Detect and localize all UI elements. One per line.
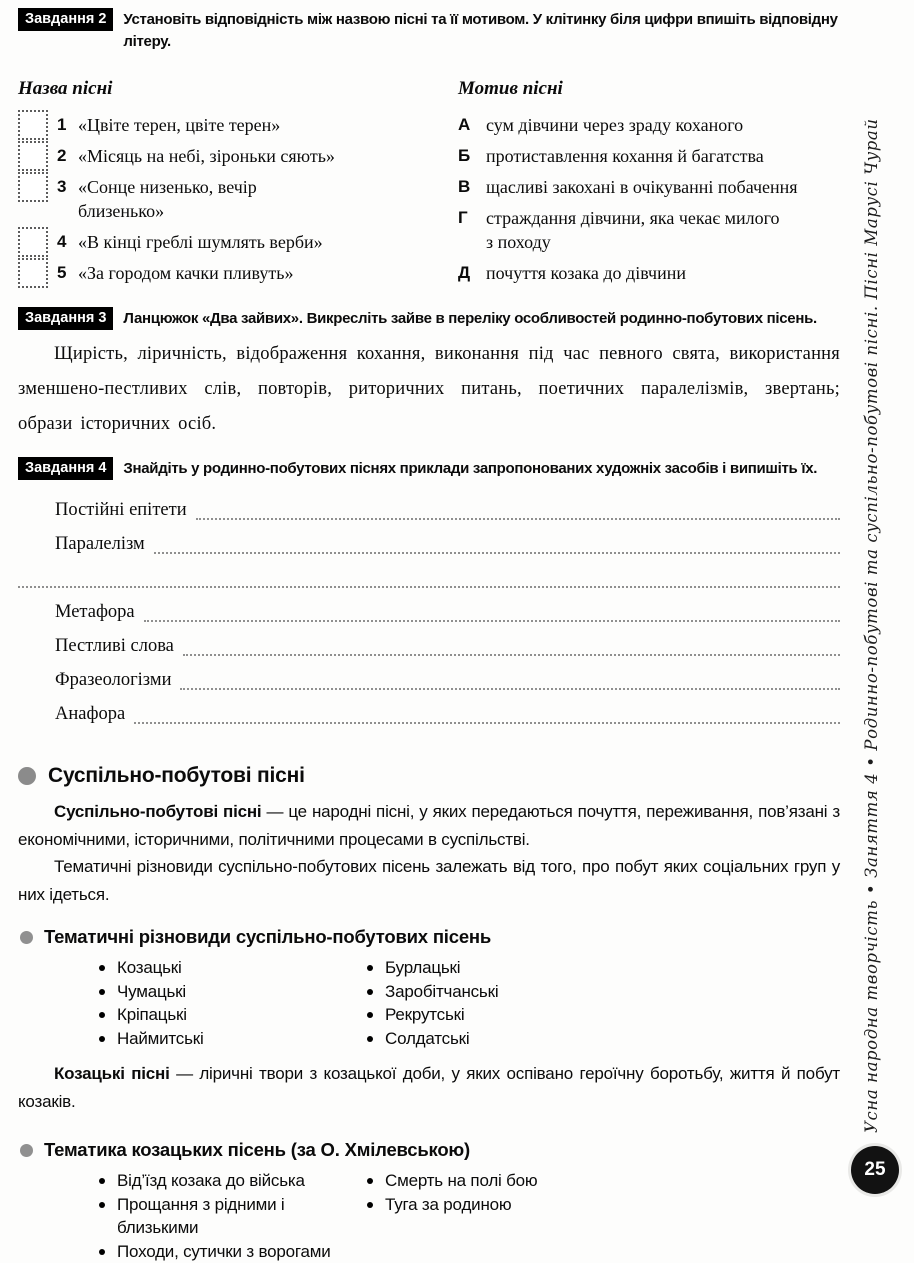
- motif-text: протиставлення кохання й багатства: [486, 146, 764, 166]
- kozak-term: Козацькі пісні: [54, 1064, 170, 1083]
- motif-item-g: [458, 206, 840, 254]
- subsection-bullet-icon: [20, 931, 33, 944]
- song-number: 1: [57, 113, 66, 137]
- list-item-label: Походи, сутички з ворогами: [117, 1242, 331, 1261]
- song-item-3: [18, 175, 458, 223]
- answer-box-3[interactable]: [18, 172, 48, 202]
- task3-instruction: [123, 307, 817, 330]
- song-number: 2: [57, 144, 66, 168]
- song-column-header: Назва пісні: [18, 77, 458, 101]
- motif-text: страждання дівчини, яка чекає милого з походу: [486, 206, 791, 254]
- field-metaphor: [18, 595, 840, 629]
- answer-box-5[interactable]: [18, 258, 48, 288]
- bullet-icon: [99, 965, 105, 971]
- list-item-label: Бурлацькі: [385, 958, 460, 977]
- song-item-5: [18, 261, 458, 285]
- write-line-epithets[interactable]: [196, 518, 840, 520]
- list-item-label: Від’їзд козака до війська: [117, 1171, 305, 1190]
- list-item-label: Козацькі: [117, 958, 182, 977]
- motif-text: щасливі закохані в очікуванні побачення: [486, 177, 798, 197]
- list-item: [363, 1027, 840, 1051]
- motif-text: сум дівчини через зраду коханого: [486, 115, 743, 135]
- task2-instruction: Установіть відповідність між назвою пісні та її мотивом. У клітинку біля цифри впишіть відповідну літеру.: [123, 8, 840, 53]
- subsection-bullet-icon: [20, 1144, 33, 1157]
- bullet-icon: [367, 1178, 373, 1184]
- definition-text: — це народні пісні, у яких передаються почуття, переживання, пов’язані з економічними, історичними, політичними процесами в суспільстві.: [18, 802, 840, 849]
- themes-title: Тематика козацьких пісень (за О. Хмілевською): [44, 1139, 470, 1161]
- variants-title: Тематичні різновиди суспільно-побутових пісень: [44, 926, 491, 948]
- bullet-icon: [367, 1036, 373, 1042]
- task3-word-list: Щирість, ліричність, відображення кохання, виконання під час певного свята, використання зменшено-пестливих слів, повторів, риторичних питань, поетичних паралелізмів, звертань; образи історичних осіб.: [18, 337, 840, 442]
- list-item: [95, 1169, 363, 1193]
- song-item-1: [18, 113, 458, 137]
- themes-list: [18, 1169, 840, 1263]
- list-item: [95, 956, 363, 980]
- list-item-label: Заробітчанські: [385, 982, 498, 1001]
- song-number: 4: [57, 230, 66, 254]
- write-line-anaphora[interactable]: [134, 722, 840, 724]
- task3-instruction-rest: Викресліть зайве в переліку особливостей родинно-побутових пісень.: [303, 310, 817, 327]
- song-title: «Сонце низенько, вечір близенько»: [78, 175, 323, 223]
- definition-term: Суспільно-побутові пісні: [54, 802, 261, 821]
- motif-item-d: [458, 261, 840, 285]
- field-parallelism: [18, 527, 840, 561]
- motif-item-a: [458, 113, 840, 137]
- list-item-label: Рекрутські: [385, 1005, 464, 1024]
- definition-paragraph: [18, 798, 840, 853]
- variants-subheading: [18, 926, 840, 948]
- margin-caption: Усна народна творчість • Заняття 4 • Родинно-побутові та суспільно-побутові пісні. Пісні Марусі Чурай: [862, 118, 881, 1133]
- song-column: [18, 77, 458, 292]
- list-item-label: Наймитські: [117, 1029, 204, 1048]
- section-heading: [18, 764, 840, 788]
- variants-list: [18, 956, 840, 1050]
- list-item: [95, 1240, 363, 1263]
- motif-list: [458, 113, 840, 285]
- answer-box-1[interactable]: [18, 110, 48, 140]
- bullet-icon: [99, 1178, 105, 1184]
- bullet-icon: [367, 1202, 373, 1208]
- list-item: [363, 1003, 840, 1027]
- field-label: Фразеологізми: [18, 663, 171, 697]
- list-item-label: Кріпацькі: [117, 1005, 187, 1024]
- write-line-continuation[interactable]: [18, 561, 840, 595]
- task3-instruction-lead: Ланцюжок «Два зайвих».: [123, 310, 302, 327]
- variants-list-left: [18, 956, 363, 1050]
- field-phraseologisms: [18, 663, 840, 697]
- write-line-diminutives[interactable]: [183, 654, 840, 656]
- task4-header: [18, 457, 840, 480]
- field-label: Анафора: [18, 697, 125, 731]
- list-item: [95, 1193, 363, 1240]
- motif-column: [458, 77, 840, 292]
- themes-list-right: [363, 1169, 840, 1263]
- motif-column-header: Мотив пісні: [458, 77, 840, 101]
- song-list: [18, 113, 458, 285]
- write-line-phraseologisms[interactable]: [180, 688, 840, 690]
- field-label: Метафора: [18, 595, 135, 629]
- bullet-icon: [367, 989, 373, 995]
- song-number: 3: [57, 175, 66, 199]
- section-bullet-icon: [18, 767, 36, 785]
- task2-matching-area: [18, 77, 840, 292]
- write-line-metaphor[interactable]: [144, 620, 840, 622]
- list-item: [363, 980, 840, 1004]
- song-title: «Місяць на небі, зіроньки сяють»: [78, 146, 335, 166]
- answer-box-2[interactable]: [18, 141, 48, 171]
- list-item-label: Туга за родиною: [385, 1195, 511, 1214]
- field-label: Пестливі слова: [18, 629, 174, 663]
- bullet-icon: [99, 989, 105, 995]
- song-title: «В кінці греблі шумлять верби»: [78, 232, 323, 252]
- variants-intro-paragraph: Тематичні різновиди суспільно-побутових пісень залежать від того, про побут яких соціальних груп у них ідеться.: [18, 853, 840, 908]
- bullet-icon: [367, 965, 373, 971]
- list-item: [95, 980, 363, 1004]
- themes-list-left: [18, 1169, 363, 1263]
- field-label: Паралелізм: [18, 527, 145, 561]
- task3-header: [18, 307, 840, 330]
- kozak-definition-paragraph: [18, 1060, 840, 1115]
- answer-box-4[interactable]: [18, 227, 48, 257]
- motif-letter: Г: [458, 206, 468, 230]
- list-item-label: Чумацькі: [117, 982, 186, 1001]
- task2-badge: Завдання 2: [18, 8, 113, 31]
- page-content: [18, 0, 840, 1263]
- motif-letter: В: [458, 175, 470, 199]
- task4-fields: [18, 493, 840, 731]
- motif-letter: Д: [458, 261, 470, 285]
- field-epithets: [18, 493, 840, 527]
- bullet-icon: [99, 1202, 105, 1208]
- song-title: «Цвіте терен, цвіте терен»: [78, 115, 280, 135]
- list-item-label: Смерть на полі бою: [385, 1171, 537, 1190]
- list-item: [95, 1003, 363, 1027]
- motif-text: почуття козака до дівчини: [486, 263, 686, 283]
- motif-item-b: [458, 144, 840, 168]
- list-item: [363, 956, 840, 980]
- field-label: Постійні епітети: [18, 493, 187, 527]
- motif-letter: А: [458, 113, 470, 137]
- variants-list-right: [363, 956, 840, 1050]
- bullet-icon: [99, 1012, 105, 1018]
- list-item-label: Прощання з рідними і близькими: [117, 1195, 285, 1238]
- section-title: Суспільно-побутові пісні: [48, 764, 305, 788]
- bullet-icon: [99, 1249, 105, 1255]
- bullet-icon: [99, 1036, 105, 1042]
- field-anaphora: [18, 697, 840, 731]
- song-number: 5: [57, 261, 66, 285]
- song-item-4: [18, 230, 458, 254]
- list-item-label: Солдатські: [385, 1029, 469, 1048]
- song-title: «За городом качки пливуть»: [78, 263, 294, 283]
- themes-subheading: [18, 1139, 840, 1161]
- task4-badge: Завдання 4: [18, 457, 113, 480]
- page-number-badge: 25: [851, 1146, 899, 1194]
- task3-badge: Завдання 3: [18, 307, 113, 330]
- task4-instruction: Знайдіть у родинно-побутових піснях приклади запропонованих художніх засобів і випишіть їх.: [123, 457, 817, 480]
- task2-header: [18, 8, 840, 53]
- list-item: [95, 1027, 363, 1051]
- list-item: [363, 1193, 840, 1217]
- kozak-text: — ліричні твори з козацької доби, у яких оспівано героїчну боротьбу, життя й побут козаків.: [18, 1064, 840, 1111]
- motif-letter: Б: [458, 144, 470, 168]
- field-diminutives: [18, 629, 840, 663]
- list-item: [363, 1169, 840, 1193]
- write-line-parallelism[interactable]: [154, 552, 840, 554]
- bullet-icon: [367, 1012, 373, 1018]
- motif-item-v: [458, 175, 840, 199]
- song-item-2: [18, 144, 458, 168]
